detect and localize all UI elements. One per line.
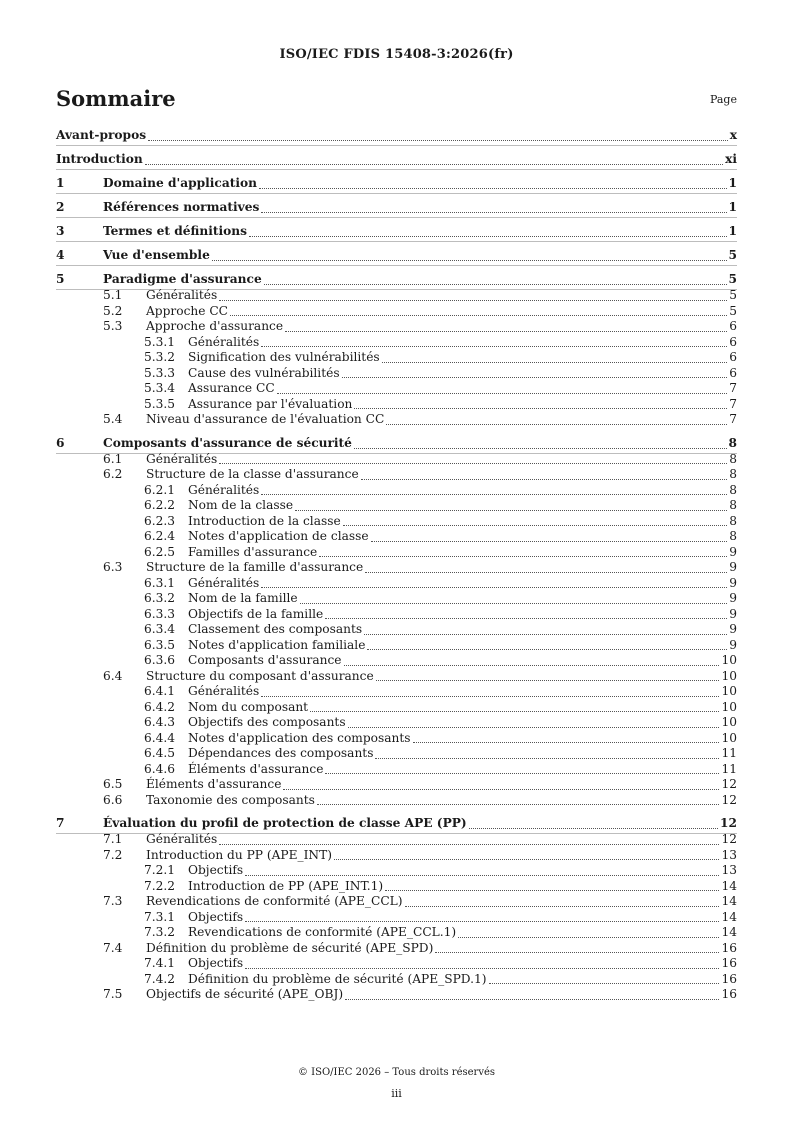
toc-dot-leader xyxy=(310,710,719,712)
toc-entry-page: 9 xyxy=(729,560,737,574)
toc-entry-underline xyxy=(56,217,737,218)
toc-entry-title: Assurance CC xyxy=(188,381,275,395)
toc-entry-number: 3 xyxy=(56,224,65,238)
toc-entry-page: xi xyxy=(725,152,737,166)
toc-entry-title: Généralités xyxy=(146,288,218,302)
toc-entry-page: 7 xyxy=(729,381,737,395)
toc-entry-number: 6.2 xyxy=(103,467,123,481)
toc-dot-leader xyxy=(219,843,719,845)
toc-entry-number: 2 xyxy=(56,200,65,214)
toc-entry-number: 7.4.2 xyxy=(144,971,176,986)
toc-entry-page: 12 xyxy=(721,832,737,846)
toc-entry-title: Généralités xyxy=(188,684,260,698)
toc-entry[interactable] xyxy=(56,436,737,452)
toc-entry-number: 5.3.3 xyxy=(144,365,176,380)
toc-entry[interactable] xyxy=(56,272,737,288)
toc-entry-title: Introduction du PP (APE_INT) xyxy=(146,847,332,862)
toc-entry-title: Domaine d'application xyxy=(103,176,257,190)
toc-entry-number: 7.4.1 xyxy=(144,956,176,970)
toc-dot-leader xyxy=(219,462,727,464)
toc-entry[interactable] xyxy=(56,715,737,731)
toc-entry[interactable] xyxy=(56,397,737,413)
toc-entry-title: Structure de la famille d'assurance xyxy=(146,560,364,574)
toc-entry-title: Taxonomie des composants xyxy=(146,792,315,807)
toc-entry-page: 9 xyxy=(729,637,737,652)
toc-entry-number: 4 xyxy=(56,248,65,262)
toc-entry-page: 10 xyxy=(721,699,737,714)
toc-entry-page: 12 xyxy=(721,792,737,807)
toc-entry-page: 6 xyxy=(729,350,737,364)
toc-entry-page: 14 xyxy=(721,925,737,939)
toc-dot-leader xyxy=(435,951,719,953)
toc-entry[interactable] xyxy=(56,152,737,168)
toc-entry[interactable] xyxy=(56,816,737,832)
toc-entry[interactable] xyxy=(56,576,737,592)
toc-entry-title: Objectifs de la famille xyxy=(188,606,324,621)
toc-entry-number: 6.2.5 xyxy=(144,544,176,559)
toc-entry[interactable] xyxy=(56,304,737,320)
toc-dot-leader xyxy=(365,571,727,573)
toc-entry[interactable] xyxy=(56,700,737,716)
toc-entry-title: Nom de la famille xyxy=(188,591,298,605)
toc-entry-page: 9 xyxy=(729,606,737,621)
toc-entry-underline xyxy=(56,145,737,146)
toc-dot-leader xyxy=(382,361,728,363)
toc-entry-number: 7.2 xyxy=(103,847,123,862)
toc-entry-title: Généralités xyxy=(146,832,218,846)
toc-entry-number: 6.4.4 xyxy=(144,730,176,745)
toc-entry-title: Nom du composant xyxy=(188,699,309,714)
toc-dot-leader xyxy=(261,493,727,495)
toc-entry-page: 1 xyxy=(728,200,737,214)
toc-entry-title: Assurance par l'évaluation xyxy=(188,396,353,411)
toc-entry-page: 16 xyxy=(721,940,737,955)
toc-entry-number: 5.3.2 xyxy=(144,350,176,364)
toc-entry[interactable] xyxy=(56,560,737,576)
toc-entry-title: Objectifs xyxy=(188,909,244,924)
toc-entry-title: Approche CC xyxy=(146,303,228,318)
toc-dot-leader xyxy=(371,540,728,542)
toc-entry-number: 7.1 xyxy=(103,832,123,846)
toc-entry-number: 6.4.3 xyxy=(144,715,176,729)
toc-entry-number: 7.5 xyxy=(103,987,123,1001)
toc-entry-title: Notes d'application des composants xyxy=(188,730,411,745)
toc-entry-title: Vue d'ensemble xyxy=(103,248,210,262)
toc-entry-number: 6.3 xyxy=(103,560,123,574)
toc-entry-number: 5.3 xyxy=(103,319,123,333)
toc-entry[interactable] xyxy=(56,514,737,530)
toc-dot-leader xyxy=(469,827,718,829)
toc-entry-underline xyxy=(56,241,737,242)
toc-dot-leader xyxy=(345,998,719,1000)
toc-dot-leader xyxy=(458,936,719,938)
toc-dot-leader xyxy=(367,648,727,650)
toc-entry[interactable] xyxy=(56,746,737,762)
toc-entry-page: 8 xyxy=(729,482,737,497)
toc-entry-title: Revendications de conformité (APE_CCL) xyxy=(146,894,403,908)
toc-entry[interactable] xyxy=(56,987,737,1003)
toc-entry-page: 9 xyxy=(729,544,737,559)
toc-entry-page: 5 xyxy=(728,248,737,262)
toc-entry-number: 6.2.4 xyxy=(144,529,176,543)
toc-dot-leader xyxy=(386,423,727,425)
toc-entry-title: Structure de la classe d'assurance xyxy=(146,467,359,481)
toc-entry-page: 11 xyxy=(721,761,737,776)
toc-dot-leader xyxy=(354,407,727,409)
toc-entry-number: 7.3 xyxy=(103,894,123,908)
toc-dot-leader xyxy=(245,874,719,876)
toc-entry-page: 10 xyxy=(721,653,737,667)
toc-entry-title: Paradigme d'assurance xyxy=(103,272,262,286)
toc-dot-leader xyxy=(375,757,719,759)
toc-entry-underline xyxy=(56,193,737,194)
toc-entry-page: 5 xyxy=(728,272,737,286)
toc-entry-title: Objectifs xyxy=(188,863,244,877)
toc-entry[interactable] xyxy=(56,452,737,468)
toc-entry-page: 10 xyxy=(721,715,737,729)
toc-entry-underline xyxy=(56,265,737,266)
toc-dot-leader xyxy=(285,330,727,332)
toc-entry[interactable] xyxy=(56,467,737,483)
toc-entry[interactable] xyxy=(56,832,737,848)
toc-entry[interactable] xyxy=(56,762,737,778)
toc-entry-page: 8 xyxy=(729,529,737,543)
toc-entry-number: 6.4.1 xyxy=(144,684,176,698)
toc-entry-title: Niveau d'assurance de l'évaluation CC xyxy=(146,412,385,426)
toc-dot-leader xyxy=(295,509,727,511)
toc-entry-number: 6.4.6 xyxy=(144,761,176,776)
toc-dot-leader xyxy=(489,982,720,984)
toc-entry[interactable] xyxy=(56,894,737,910)
toc-entry[interactable] xyxy=(56,956,737,972)
toc-entry-number: 7.2.1 xyxy=(144,863,176,877)
toc-entry-page: 8 xyxy=(729,467,737,481)
toc-entry[interactable] xyxy=(56,777,737,793)
toc-entry-page: 10 xyxy=(721,730,737,745)
toc-entry-title: Termes et définitions xyxy=(103,224,247,238)
toc-entry-number: 6.4.5 xyxy=(144,746,176,760)
toc-dot-leader xyxy=(261,211,726,213)
toc-dot-leader xyxy=(219,299,727,301)
toc-entry-page: 12 xyxy=(720,816,737,830)
toc-entry-page: 5 xyxy=(729,303,737,318)
toc-entry[interactable] xyxy=(56,381,737,397)
toc-entry[interactable] xyxy=(56,622,737,638)
toc-entry-title: Généralités xyxy=(146,451,218,466)
toc-entry-title: Généralités xyxy=(188,334,260,349)
toc-entry-page: 1 xyxy=(728,224,737,238)
copyright-footer: © ISO/IEC 2026 – Tous droits réservés xyxy=(297,1067,496,1078)
toc-entry-title: Structure du composant d'assurance xyxy=(146,668,374,683)
toc-entry-page: 5 xyxy=(729,288,737,302)
toc-entry-number: 7.3.2 xyxy=(144,925,176,939)
toc-entry-title: Signification des vulnérabilités xyxy=(188,350,380,364)
toc-dot-leader xyxy=(385,889,719,891)
toc-entry[interactable] xyxy=(56,684,737,700)
toc-entry-page: 11 xyxy=(721,746,737,760)
toc-dot-leader xyxy=(376,679,720,681)
toc-dot-leader xyxy=(405,905,720,907)
toc-entry-page: 8 xyxy=(729,498,737,512)
toc-entry-number: 6.3.2 xyxy=(144,591,176,605)
toc-entry[interactable] xyxy=(56,863,737,879)
toc-entry[interactable] xyxy=(56,910,737,926)
toc-entry-number: 6.3.6 xyxy=(144,653,176,667)
toc-entry[interactable] xyxy=(56,498,737,514)
toc-entry-number: 7 xyxy=(56,816,65,830)
toc-dot-leader xyxy=(145,163,723,165)
toc-entry-page: 16 xyxy=(721,987,737,1001)
toc-entry-number: 6.1 xyxy=(103,451,123,466)
toc-entry[interactable] xyxy=(56,941,737,957)
toc-dot-leader xyxy=(343,524,728,526)
toc-entry-number: 6.3.5 xyxy=(144,637,176,652)
toc-dot-leader xyxy=(317,803,720,805)
toc-entry-title: Avant-propos xyxy=(56,128,147,142)
toc-entry-page: 10 xyxy=(721,684,737,698)
toc-dot-leader xyxy=(261,345,727,347)
toc-entry-page: 6 xyxy=(729,365,737,380)
toc-entry-title: Généralités xyxy=(188,575,260,590)
toc-entry-number: 6.2.3 xyxy=(144,513,176,528)
toc-entry-title: Objectifs de sécurité (APE_OBJ) xyxy=(146,987,344,1001)
toc-entry-page: 9 xyxy=(729,591,737,605)
toc-entry-page: 8 xyxy=(729,451,737,466)
toc-entry-page: 1 xyxy=(728,176,737,190)
toc-dot-leader xyxy=(261,586,727,588)
toc-entry-title: Cause des vulnérabilités xyxy=(188,365,340,380)
toc-entry-number: 5.3.5 xyxy=(144,396,176,411)
toc-entry-page: 14 xyxy=(721,894,737,908)
page-title: Sommaire xyxy=(56,86,176,111)
toc-entry[interactable] xyxy=(56,879,737,895)
toc-entry-number: 6.2.1 xyxy=(144,482,176,497)
toc-entry-page: 9 xyxy=(729,575,737,590)
toc-entry-number: 6.5 xyxy=(103,777,123,791)
toc-dot-leader xyxy=(245,967,719,969)
toc-entry-title: Objectifs des composants xyxy=(188,715,346,729)
toc-entry-page: 8 xyxy=(728,435,737,450)
toc-entry-page: 10 xyxy=(721,668,737,683)
toc-dot-leader xyxy=(342,376,728,378)
page-column-label: Page xyxy=(709,93,737,106)
toc-dot-leader xyxy=(212,259,727,261)
toc-entry-title: Notes d'application familiale xyxy=(188,637,366,652)
page-number: iii xyxy=(391,1087,402,1100)
toc-entry-page: x xyxy=(729,128,737,142)
toc-entry[interactable] xyxy=(56,529,737,545)
toc-entry-title: Introduction de PP (APE_INT.1) xyxy=(188,878,384,893)
toc-entry-title: Évaluation du profil de protection de classe APE (PP) xyxy=(103,816,467,830)
toc-entry-title: Généralités xyxy=(188,482,260,497)
toc-entry-number: 7.2.2 xyxy=(144,878,176,893)
toc-entry[interactable] xyxy=(56,350,737,366)
toc-entry-number: 6.4.2 xyxy=(144,699,176,714)
toc-dot-leader xyxy=(261,695,719,697)
toc-entry[interactable] xyxy=(56,335,737,351)
toc-entry-number: 1 xyxy=(56,176,65,190)
toc-entry[interactable] xyxy=(56,288,737,304)
toc-entry-number: 5.4 xyxy=(103,412,123,426)
toc-entry[interactable] xyxy=(56,607,737,623)
toc-entry-page: 14 xyxy=(721,878,737,893)
toc-dot-leader xyxy=(277,392,728,394)
toc-entry-page: 13 xyxy=(721,847,737,862)
toc-entry[interactable] xyxy=(56,319,737,335)
toc-entry-title: Introduction de la classe xyxy=(188,513,341,528)
toc-entry-title: Nom de la classe xyxy=(188,498,294,512)
toc-entry-title: Dépendances des composants xyxy=(188,746,374,760)
toc-entry-title: Définition du problème de sécurité (APE_SPD) xyxy=(146,940,434,955)
toc-entry[interactable] xyxy=(56,638,737,654)
toc-dot-leader xyxy=(348,726,720,728)
toc-entry-number: 6.3.3 xyxy=(144,606,176,621)
toc-entry-title: Composants d'assurance xyxy=(188,653,342,667)
toc-dot-leader xyxy=(283,788,719,790)
toc-dot-leader xyxy=(245,920,719,922)
toc-dot-leader xyxy=(300,602,728,604)
toc-entry-number: 6.3.1 xyxy=(144,575,176,590)
toc-entry-number: 6.2.2 xyxy=(144,498,176,512)
toc-entry-number: 5.3.1 xyxy=(144,334,176,349)
toc-dot-leader xyxy=(259,187,727,189)
toc-entry-title: Notes d'application de classe xyxy=(188,529,369,543)
toc-entry-title: Références normatives xyxy=(103,200,260,214)
toc-entry[interactable] xyxy=(56,669,737,685)
toc-entry[interactable] xyxy=(56,653,737,669)
toc-dot-leader xyxy=(325,617,727,619)
toc-entry-title: Définition du problème de sécurité (APE_SPD.1) xyxy=(188,971,487,986)
toc-entry[interactable] xyxy=(56,224,737,240)
toc-entry-page: 16 xyxy=(721,956,737,970)
toc-entry-number: 6 xyxy=(56,435,65,450)
toc-dot-leader xyxy=(361,478,728,480)
toc-entry-page: 7 xyxy=(729,396,737,411)
toc-entry[interactable] xyxy=(56,925,737,941)
toc-entry[interactable] xyxy=(56,591,737,607)
toc-dot-leader xyxy=(230,314,727,316)
toc-entry-underline xyxy=(56,169,737,170)
toc-dot-leader xyxy=(319,555,727,557)
toc-dot-leader xyxy=(334,858,720,860)
toc-entry-page: 7 xyxy=(729,412,737,426)
toc-entry[interactable] xyxy=(56,128,737,144)
toc-entry[interactable] xyxy=(56,248,737,264)
toc-entry[interactable] xyxy=(56,366,737,382)
toc-entry-title: Approche d'assurance xyxy=(146,319,284,333)
toc-dot-leader xyxy=(249,235,727,237)
toc-dot-leader xyxy=(148,139,728,141)
toc-entry-title: Classement des composants xyxy=(188,622,363,636)
toc-entry-number: 6.4 xyxy=(103,668,123,683)
toc-dot-leader xyxy=(413,741,720,743)
toc-entry-page: 6 xyxy=(729,334,737,349)
toc-dot-leader xyxy=(344,664,720,666)
toc-entry-page: 12 xyxy=(721,777,737,791)
toc-entry-title: Familles d'assurance xyxy=(188,544,318,559)
toc-entry-number: 6.3.4 xyxy=(144,622,176,636)
toc-dot-leader xyxy=(354,447,727,449)
toc-dot-leader xyxy=(364,633,727,635)
toc-entry-page: 13 xyxy=(721,863,737,877)
toc-entry-page: 14 xyxy=(721,909,737,924)
toc-entry-number: 7.4 xyxy=(103,940,123,955)
toc-entry-page: 6 xyxy=(729,319,737,333)
toc-entry[interactable] xyxy=(56,483,737,499)
toc-entry-number: 5 xyxy=(56,272,65,286)
toc-entry-page: 8 xyxy=(729,513,737,528)
toc-entry[interactable] xyxy=(56,176,737,192)
toc-entry-number: 5.2 xyxy=(103,303,123,318)
toc-entry-number: 5.1 xyxy=(103,288,123,302)
toc-entry[interactable] xyxy=(56,412,737,428)
toc-entry-page: 9 xyxy=(729,622,737,636)
toc-entry-title: Introduction xyxy=(56,152,143,166)
toc-entry[interactable] xyxy=(56,793,737,809)
title-row xyxy=(56,86,737,114)
toc-entry-page: 16 xyxy=(721,971,737,986)
toc-entry-number: 7.3.1 xyxy=(144,909,176,924)
toc-entry-number: 6.6 xyxy=(103,792,123,807)
document-id-header: ISO/IEC FDIS 15408-3:2026(fr) xyxy=(279,47,514,62)
table-of-contents xyxy=(56,128,737,1003)
toc-dot-leader xyxy=(325,772,719,774)
toc-entry-number: 5.3.4 xyxy=(144,381,176,395)
toc-dot-leader xyxy=(264,283,727,285)
toc-entry-title: Éléments d'assurance xyxy=(188,761,324,776)
toc-entry-title: Éléments d'assurance xyxy=(146,777,282,791)
toc-entry[interactable] xyxy=(56,848,737,864)
toc-entry-title: Objectifs xyxy=(188,956,244,970)
toc-entry-title: Revendications de conformité (APE_CCL.1) xyxy=(188,925,457,939)
toc-entry[interactable] xyxy=(56,545,737,561)
toc-entry[interactable] xyxy=(56,731,737,747)
toc-entry[interactable] xyxy=(56,200,737,216)
toc-entry[interactable] xyxy=(56,972,737,988)
toc-entry-title: Composants d'assurance de sécurité xyxy=(103,435,352,450)
